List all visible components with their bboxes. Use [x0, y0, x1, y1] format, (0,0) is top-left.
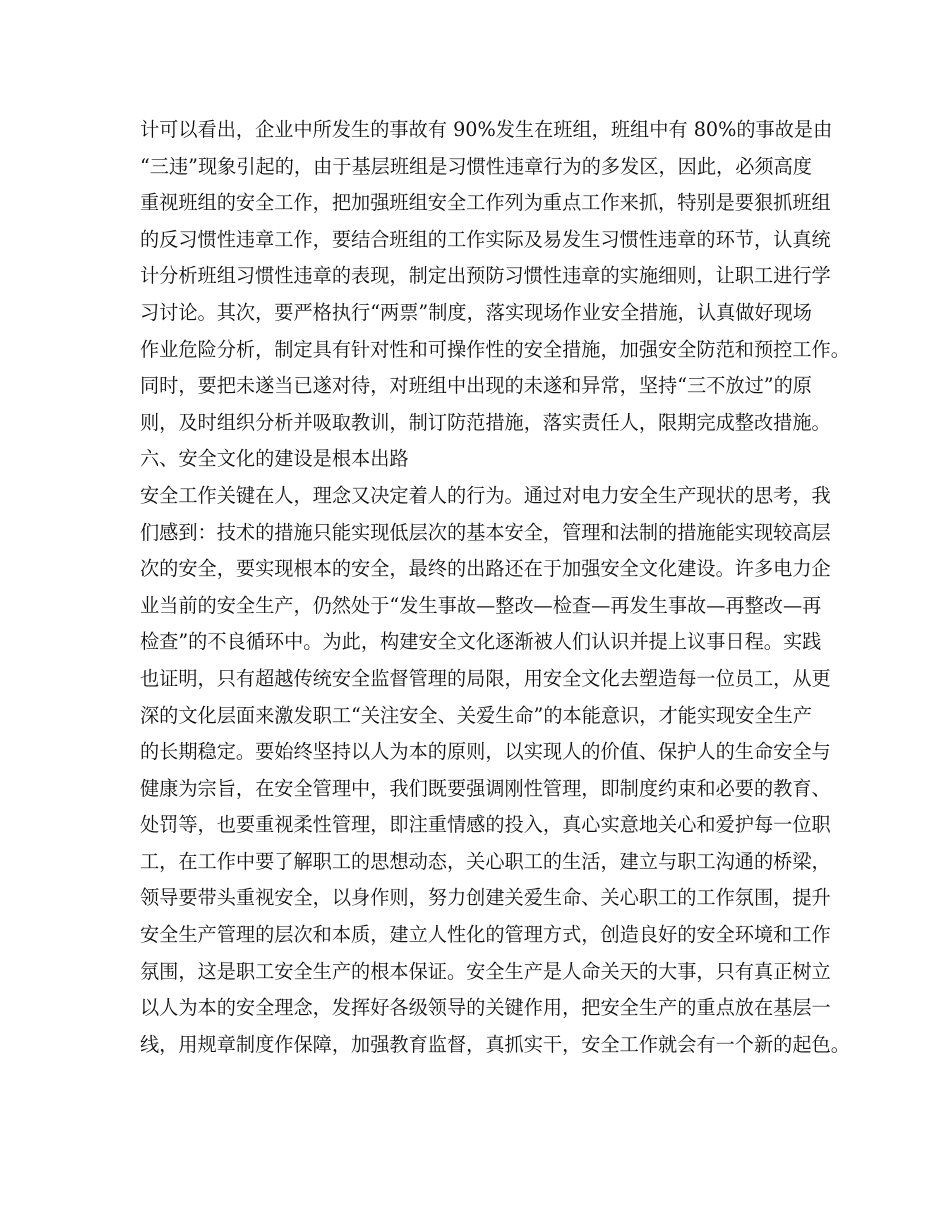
text-line: 安全生产管理的层次和本质，建立人性化的管理方式，创造良好的安全环境和工作: [140, 923, 831, 947]
document-page: [140, 112, 850, 1063]
text-line: 业当前的安全生产，仍然处于“发生事故—整改—检查—再发生事故—再整改—再: [140, 593, 822, 617]
text-line: 计分析班组习惯性违章的表现，制定出预防习惯性违章的实施细则，让职工进行学: [140, 264, 831, 288]
section-heading: 六、安全文化的建设是根本出路: [140, 447, 409, 471]
text-line: 工，在工作中要了解职工的思想动态，关心职工的生活，建立与职工沟通的桥梁，: [140, 849, 831, 873]
text-line: 的长期稳定。要始终坚持以人为本的原则，以实现人的价值、保护人的生命安全与: [140, 740, 831, 764]
text-line: 的反习惯性违章工作，要结合班组的工作实际及易发生习惯性违章的环节，认真统: [140, 227, 831, 251]
text-line: 计可以看出，企业中所发生的事故有 90%发生在班组，班组中有 80%的事故是由: [140, 118, 833, 141]
text-line: 领导要带头重视安全，以身作则，努力创建关爱生命、关心职工的工作氛围，提升: [140, 886, 831, 910]
text-line: 重视班组的安全工作，把加强班组安全工作列为重点工作来抓，特别是要狠抓班组: [140, 191, 831, 215]
text-line: 氛围，这是职工安全生产的根本保证。安全生产是人命关天的大事，只有真正树立: [140, 959, 831, 983]
paragraph-1: [140, 112, 850, 441]
text-line: 线，用规章制度作保障，加强教育监督，真抓实干，安全工作就会有一个新的起色。: [140, 1032, 850, 1056]
text-line: 深的文化层面来激发职工“关注安全、关爱生命”的本能意识，才能实现安全生产: [140, 703, 812, 727]
text-line: 健康为宗旨，在安全管理中，我们既要强调刚性管理，即制度约束和必要的教育、: [140, 776, 831, 800]
paragraph-2: [140, 478, 850, 1064]
text-line: 们感到：技术的措施只能实现低层次的基本安全，管理和法制的措施能实现较高层: [140, 520, 831, 544]
text-line: 习讨论。其次，要严格执行“两票”制度，落实现场作业安全措施，认真做好现场: [140, 300, 812, 324]
text-line: 以人为本的安全理念，发挥好各级领导的关键作用，把安全生产的重点放在基层一: [140, 996, 831, 1020]
text-line: 检查”的不良循环中。为此，构建安全文化逐渐被人们认识并提上议事日程。实践: [140, 630, 822, 654]
text-line: 同时，要把未遂当已遂对待，对班组中出现的未遂和异常，坚持“三不放过”的原: [140, 374, 812, 398]
text-line: 也证明，只有超越传统安全监督管理的局限，用安全文化去塑造每一位员工，从更: [140, 666, 831, 690]
text-line: 作业危险分析，制定具有针对性和可操作性的安全措施，加强安全防范和预控工作。: [140, 337, 850, 361]
text-line: 处罚等，也要重视柔性管理，即注重情感的投入，真心实意地关心和爱护每一位职: [140, 813, 831, 837]
text-line: “三违”现象引起的，由于基层班组是习惯性违章行为的多发区，因此，必须高度: [140, 154, 812, 178]
text-line: 次的安全，要实现根本的安全，最终的出路还在于加强安全文化建设。许多电力企: [140, 557, 831, 581]
text-line: 安全工作关键在人，理念又决定着人的行为。通过对电力安全生产现状的思考，我: [140, 483, 831, 507]
text-line: 则，及时组织分析并吸取教训，制订防范措施，落实责任人，限期完成整改措施。: [140, 410, 831, 434]
